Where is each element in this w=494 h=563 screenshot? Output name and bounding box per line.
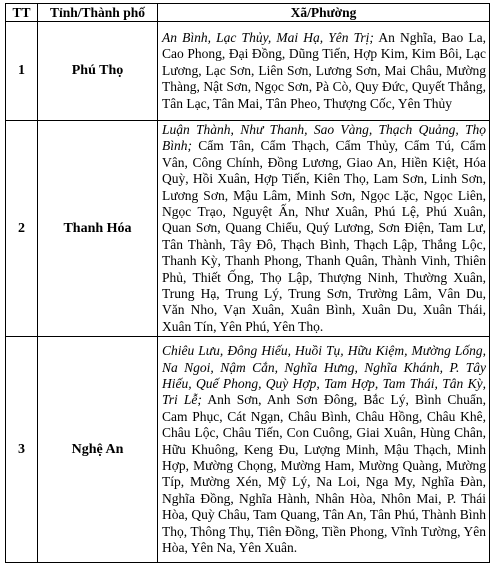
row-number: 2 <box>6 121 38 337</box>
row-number: 1 <box>6 22 38 121</box>
header-wards: Xã/Phường <box>158 4 490 22</box>
header-province: Tỉnh/Thành phố <box>38 4 158 22</box>
table-row <box>6 337 490 563</box>
ward-list <box>158 337 490 563</box>
province-name: Nghệ An <box>38 337 158 563</box>
ward-list-italic: An Bình, Lạc Thủy, Mai Hạ, Yên Trị; <box>162 29 374 45</box>
row-number: 3 <box>6 337 38 563</box>
province-name: Thanh Hóa <box>38 121 158 337</box>
ward-list-normal: Cẩm Tân, Cẩm Thạch, Cẩm Thủy, Cẩm Tú, Cẩm Vân, Công Chính, Đồng Lương, Giao An, Hiền Kiệt, Hóa Quỳ, Hồi Xuân, Hợp Tiến, Kiên Thọ, Lam Sơn, Linh Sơn, Lương Sơn, Mậu Lâm, Minh Sơn, Ngọc Lặc, Ngọc Liên, Ngọc Trạo, Nguyệt Ấn, Như Xuân, Phú Lệ, Phú Xuân, Quan Sơn, Quang Chiểu, Quý Lương, Sơn Điện, Tam Lư, Tân Thành, Tây Đô, Thạch Bình, Thạch Lập, Thắng Lộc, Thanh Kỳ, Thanh Phong, Thanh Quân, Thành Vinh, Thiên Phủ, Thiết Ống, Thọ Lập, Thượng Ninh, Thường Xuân, Trung Hạ, Trung Lý, Trung Sơn, Trường Lâm, Vân Du, Văn Nho, Vạn Xuân, Xuân Bình, Xuân Du, Xuân Thái, Xuân Tín, Yên Phú, Yên Thọ. <box>162 138 486 334</box>
table-row <box>6 121 490 337</box>
ward-list-normal: Anh Sơn, Anh Sơn Đông, Bắc Lý, Bình Chuẩn, Cam Phục, Cát Ngạn, Châu Bình, Châu Hồng, Châu Khê, Châu Lộc, Châu Tiến, Con Cuông, Giai Xuân, Hùng Chân, Hữu Khuông, Keng Đu, Lượng Minh, Mậu Thạch, Minh Hợp, Mường Chọng, Mường Ham, Mường Quàng, Mường Típ, Mường Xén, Mỹ Lý, Na Loi, Nga My, Nghĩa Đàn, Nghĩa Đồng, Nghĩa Hành, Nhân Hòa, Nhôn Mai, P. Thái Hòa, Quỳ Châu, Tam Quang, Tân An, Tân Phú, Thành Bình Thọ, Thông Thụ, Tiên Đồng, Tiền Phong, Vĩnh Tường, Yên Hòa, Yên Na, Yên Xuân. <box>162 392 487 556</box>
wards-table <box>5 3 490 563</box>
ward-list <box>158 22 490 121</box>
ward-list-italic: Luận Thành, Như Thanh, Sao Vàng, Thạch Quảng, Thọ Bình; <box>162 122 486 154</box>
ward-list <box>158 121 490 337</box>
table-row <box>6 22 490 121</box>
header-tt: TT <box>6 4 38 22</box>
header-row <box>6 4 490 22</box>
ward-list-normal: An Nghĩa, Bao La, Cao Phong, Đại Đồng, Dũng Tiến, Hợp Kim, Kim Bôi, Lạc Lương, Lạc Sơn, Liên Sơn, Lương Sơn, Mai Châu, Mường Thàng, Nật Sơn, Ngọc Sơn, Pà Cò, Quy Đức, Quyết Thắng, Tân Lạc, Tân Mai, Tân Pheo, Thượng Cốc, Yên Thủy <box>162 29 486 111</box>
province-name: Phú Thọ <box>38 22 158 121</box>
ward-list-italic: Chiêu Lưu, Đông Hiếu, Huồi Tụ, Hữu Kiệm, Mường Lống, Na Ngoi, Nậm Cắn, Nghĩa Hưng, Nghĩa Khánh, P. Tây Hiếu, Quế Phong, Quỳ Hợp, Tam Hợp, Tam Thái, Tân Kỳ, Tri Lễ; <box>162 343 486 408</box>
